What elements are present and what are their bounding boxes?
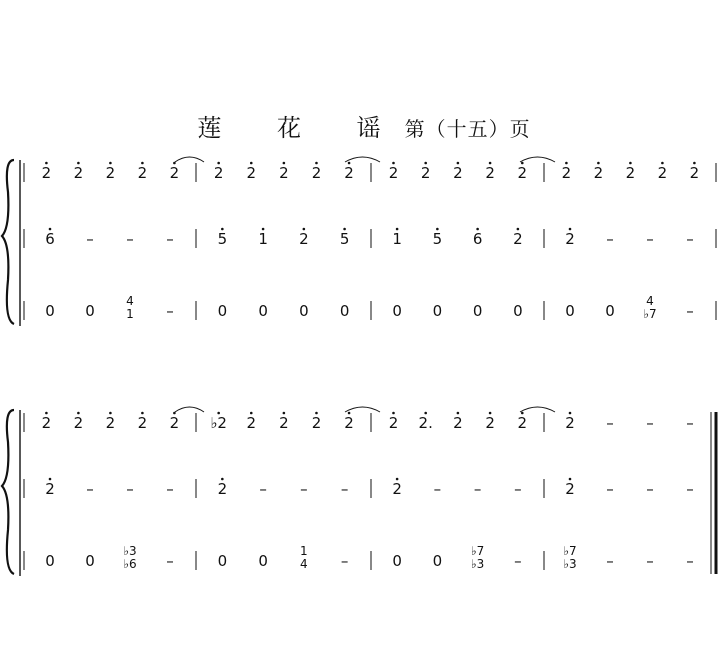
octave-dot (457, 412, 460, 415)
note: 2 (279, 164, 289, 182)
note: 0 (45, 302, 55, 320)
note: – (606, 552, 614, 570)
octave-dot (315, 412, 318, 415)
note: 2 (279, 414, 289, 432)
note: 2 (388, 164, 399, 182)
note: ♭2 (210, 414, 227, 432)
slur (520, 157, 555, 162)
octave-dot (217, 162, 220, 165)
octave-dot (396, 478, 399, 481)
note: 0 (217, 302, 228, 320)
note: 2 (299, 230, 309, 248)
note: 0 (392, 302, 402, 320)
octave-dot (217, 412, 220, 415)
system-brace (2, 410, 14, 574)
note: 4 (646, 294, 654, 308)
note: – (514, 552, 522, 570)
note: – (514, 480, 522, 498)
note: – (166, 552, 174, 570)
note: 2 (105, 414, 116, 432)
note: 0 (85, 552, 95, 570)
octave-dot (521, 412, 524, 415)
octave-dot (109, 412, 112, 415)
note: 2 (137, 164, 148, 182)
note: 2 (517, 164, 528, 182)
octave-dot (221, 228, 224, 231)
slur (345, 157, 380, 162)
note: 2 (169, 164, 180, 182)
note: 0 (258, 552, 268, 570)
note: 2 (657, 164, 668, 182)
octave-dot (457, 162, 460, 165)
note: ♭7 (563, 544, 577, 558)
octave-dot (521, 162, 524, 165)
note: ♭7 (470, 544, 485, 558)
octave-dot (597, 162, 600, 165)
octave-dot (45, 412, 48, 415)
octave-dot (250, 412, 253, 415)
octave-dot (476, 228, 479, 231)
note: 0 (432, 552, 443, 570)
note: 0 (472, 302, 483, 320)
note: 2 (105, 164, 116, 182)
note: 2 (485, 414, 495, 432)
system-brace (2, 160, 14, 324)
octave-dot (77, 162, 80, 165)
octave-dot (392, 412, 395, 415)
octave-dot (262, 228, 265, 231)
note: 2 (213, 164, 224, 182)
octave-dot (436, 228, 439, 231)
note: – (86, 230, 94, 248)
octave-dot (348, 412, 351, 415)
octave-dot (343, 228, 346, 231)
octave-dot (489, 162, 492, 165)
note: 2 (311, 164, 322, 182)
octave-dot (392, 162, 395, 165)
note: – (646, 414, 654, 432)
note: – (86, 480, 94, 498)
slur (175, 407, 204, 412)
note: 2 (246, 414, 257, 432)
note: 4 (126, 294, 134, 308)
octave-dot (283, 162, 286, 165)
octave-dot (49, 478, 52, 481)
note: – (433, 480, 442, 498)
note: – (126, 230, 134, 248)
note: 0 (392, 552, 402, 570)
octave-dot (489, 412, 492, 415)
note: 1 (258, 230, 268, 248)
note: 5 (432, 230, 443, 248)
note: 2 (453, 414, 463, 432)
note: – (300, 480, 308, 498)
note: ♭7 (643, 307, 657, 321)
note: – (606, 230, 614, 248)
note: – (686, 230, 694, 248)
note: 1 (392, 230, 402, 248)
octave-dot (517, 228, 520, 231)
octave-dot (396, 228, 399, 231)
octave-dot (77, 412, 80, 415)
note: – (686, 414, 694, 432)
note: – (340, 552, 349, 570)
octave-dot (569, 412, 572, 415)
octave-dot (315, 162, 318, 165)
note: 0 (217, 552, 228, 570)
octave-dot (45, 162, 48, 165)
note: 2 (45, 480, 55, 498)
note: 2 (246, 164, 257, 182)
note: 2 (311, 414, 322, 432)
note: 2 (344, 414, 354, 432)
octave-dot (569, 478, 572, 481)
slur (175, 157, 204, 162)
note: 0 (513, 302, 523, 320)
note: 2 (561, 164, 572, 182)
octave-dot (283, 412, 286, 415)
note: – (340, 480, 349, 498)
note: 5 (217, 230, 228, 248)
octave-dot (109, 162, 112, 165)
note: 2 (137, 414, 148, 432)
song-title: 莲 花 谣 (197, 114, 405, 142)
note: 6 (45, 230, 55, 248)
note: 2 (565, 414, 575, 432)
note: 2 (73, 164, 84, 182)
note: – (166, 302, 174, 320)
note: – (126, 480, 134, 498)
note: 0 (339, 302, 350, 320)
note: 2 (344, 164, 354, 182)
slur (520, 407, 555, 412)
note: 0 (258, 302, 268, 320)
note: ♭6 (123, 557, 137, 571)
note: 2 (593, 164, 604, 182)
octave-dot (303, 228, 306, 231)
note: – (259, 480, 267, 498)
octave-dot (693, 162, 696, 165)
note: 2 (625, 164, 636, 182)
octave-dot (141, 162, 144, 165)
note: 2 (73, 414, 84, 432)
note: – (166, 480, 174, 498)
note: 2 (565, 480, 575, 498)
note: – (686, 480, 694, 498)
note: ♭3 (123, 544, 137, 558)
note: – (473, 480, 482, 498)
note: – (686, 552, 694, 570)
octave-dot (629, 162, 632, 165)
note: – (606, 480, 614, 498)
note: 2 (453, 164, 463, 182)
note: 2 (513, 230, 523, 248)
octave-dot (141, 412, 144, 415)
note: 6 (472, 230, 483, 248)
page-number-label: 第（十五）页 (404, 117, 531, 141)
note: 2 (689, 164, 700, 182)
note: ♭3 (563, 557, 577, 571)
note: – (606, 414, 614, 432)
note: 2 (517, 414, 528, 432)
octave-dot (569, 228, 572, 231)
octave-dot (661, 162, 664, 165)
note: 4 (300, 557, 308, 571)
note: 0 (605, 302, 615, 320)
note: – (166, 230, 174, 248)
note: 2. (418, 414, 433, 432)
octave-dot (565, 162, 568, 165)
note: 2 (217, 480, 228, 498)
octave-dot (221, 478, 224, 481)
note: 5 (339, 230, 350, 248)
note: – (686, 302, 694, 320)
note: 2 (392, 480, 402, 498)
octave-dot (250, 162, 253, 165)
octave-dot (424, 162, 427, 165)
note: 0 (565, 302, 575, 320)
note: 0 (85, 302, 95, 320)
note: 1 (126, 307, 134, 321)
slur (345, 407, 380, 412)
note: – (646, 230, 654, 248)
note: – (646, 480, 654, 498)
note: 2 (169, 414, 180, 432)
note: 2 (420, 164, 431, 182)
octave-dot (348, 162, 351, 165)
note: 0 (432, 302, 443, 320)
note: 2 (388, 414, 399, 432)
note: 2 (485, 164, 495, 182)
note: 2 (565, 230, 575, 248)
octave-dot (424, 412, 427, 415)
note: ♭3 (470, 557, 485, 571)
note: 0 (299, 302, 309, 320)
octave-dot (49, 228, 52, 231)
note: 0 (45, 552, 55, 570)
note: – (646, 552, 654, 570)
note: 2 (41, 164, 52, 182)
note: 1 (300, 544, 308, 558)
note: 2 (41, 414, 52, 432)
